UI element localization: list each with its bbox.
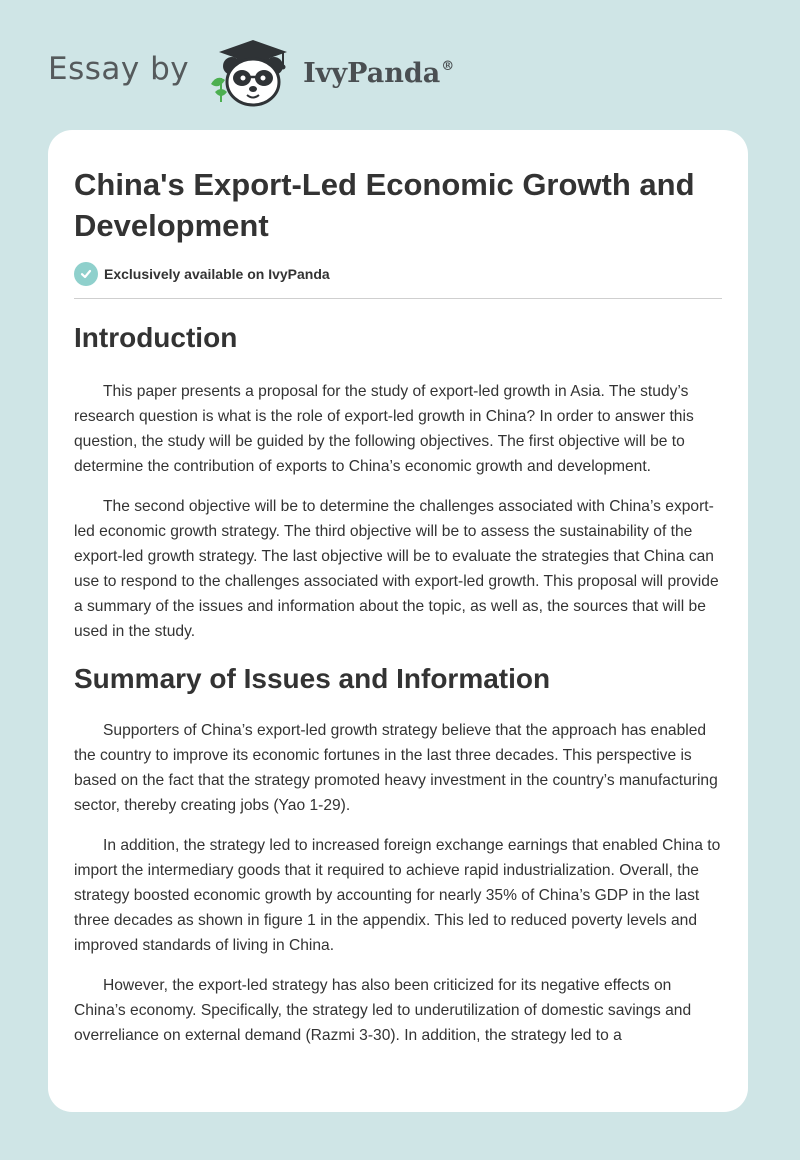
- section-heading-summary: Summary of Issues and Information: [74, 663, 551, 694]
- paragraph: This paper presents a proposal for the study of export-led growth in Asia. The study’s research question is what is the role of export-led growth in China? In order to answer this question, the study will be guided by the following objectives. The first objective will be to determine the contribution of exports to China’s economic growth and development.: [74, 383, 694, 475]
- paragraph: In addition, the strategy led to increased foreign exchange earnings that enabled China to import the intermediary goods that it required to achieve rapid industrialization. Overall, the strategy boosted economic growth by accounting for nearly 35% of China’s GDP in the last three decades as shown in figure 1 in the appendix. This led to reduced poverty levels and improved standards of living in China.: [74, 837, 721, 954]
- page-title: China's Export-Led Economic Growth and Development: [74, 167, 695, 243]
- exclusive-badge: [74, 262, 722, 299]
- paragraph: The second objective will be to determine the challenges associated with China’s export-led economic growth strategy. The third objective will be to assess the sustainability of the export-led growth strategy. The last objective will be to evaluate the strategies that China can use to respond to the challenges associated with export-led growth. This proposal will provide a summary of the issues and information about the topic, as well as, the sources that will be used in the study.: [74, 498, 719, 640]
- paragraph: Supporters of China’s export-led growth strategy believe that the approach has enabled the country to improve its economic fortunes in the last three decades. This perspective is based on the fact that the strategy promoted heavy investment in the country’s manufacturing sector, thereby creating jobs (Yao 1-29).: [74, 722, 718, 814]
- article-card: [48, 130, 748, 1112]
- section-heading-introduction: Introduction: [74, 322, 238, 353]
- panda-logo-icon[interactable]: [207, 36, 299, 108]
- check-circle-icon: [74, 262, 98, 286]
- brand-name: IvyPanda®: [303, 57, 455, 89]
- exclusive-label: Exclusively available on IvyPanda: [104, 266, 330, 282]
- brand-prefix: Essay by: [48, 51, 190, 87]
- paragraph: However, the export-led strategy has also been criticized for its negative effects on China’s economy. Specifically, the strategy led to underutilization of domestic savings and overreliance on external demand (Razmi 3-30). In addition, the strategy led to a: [74, 977, 692, 1044]
- brand-header: [48, 36, 454, 108]
